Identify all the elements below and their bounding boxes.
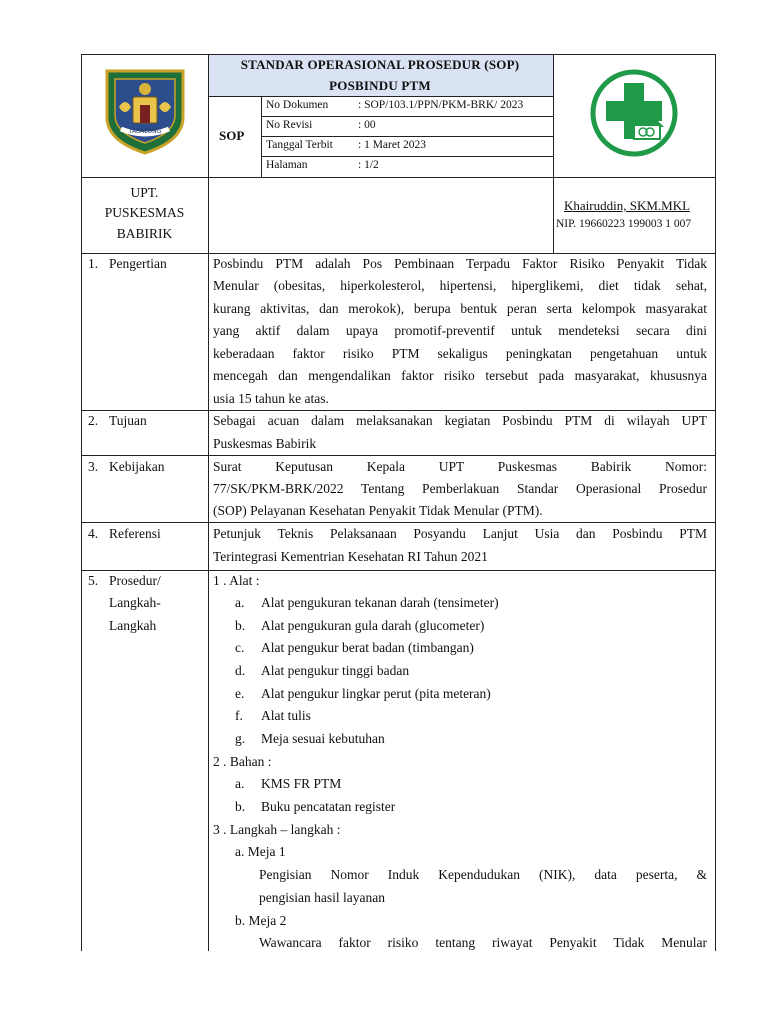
- emblem-motto: TABALONG: [128, 128, 162, 135]
- alat-marker-d: d.: [235, 663, 246, 678]
- meja-2-line-1: Wawancara faktor risiko tentang riwayat Penyakit Tidak Menular: [259, 935, 707, 950]
- section-2-line-2: Puskesmas Babirik: [213, 436, 317, 451]
- section-2-label: Tujuan: [109, 413, 147, 428]
- doc-row-label-1: No Revisi: [266, 119, 313, 131]
- langkah-heading: 3 . Langkah – langkah :: [213, 822, 341, 837]
- section-5-label-line3: Langkah: [109, 618, 157, 633]
- org-name-line1: UPT.: [130, 185, 159, 200]
- meja-1-line-1: Pengisian Nomor Induk Kependudukan (NIK), data peserta, &: [259, 867, 707, 882]
- alat-item-f: Alat tulis: [261, 708, 311, 723]
- section-1-line-5: keberadaan faktor risiko PTM sekaligus peningkatan pengetahuan untuk: [213, 346, 707, 361]
- section-1-number: 1.: [88, 256, 99, 271]
- section-1-line-2: Menular (obesitas, hiperkolesterol, hipertensi, hiperglikemi, diet tidak sehat,: [213, 278, 707, 293]
- bahan-item-a: KMS FR PTM: [261, 776, 342, 791]
- doc-row-value-2: : 1 Maret 2023: [358, 139, 427, 151]
- section-4-line-2: Terintegrasi Kementrian Kesehatan RI Tahun 2021: [213, 549, 488, 564]
- doc-row-value-3: : 1/2: [358, 159, 379, 171]
- alat-marker-a: a.: [235, 595, 245, 610]
- section-3-line-3: (SOP) Pelayanan Kesehatan Penyakit Tidak Menular (PTM).: [213, 503, 543, 518]
- sop-label: SOP: [219, 128, 245, 143]
- bahan-item-b: Buku pencatatan register: [261, 799, 396, 814]
- section-4-line-1: Petunjuk Teknis Pelaksanaan Posyandu Lanjut Usia dan Posbindu PTM: [213, 526, 707, 541]
- section-3-number: 3.: [88, 459, 99, 474]
- alat-item-b: Alat pengukuran gula darah (glucometer): [261, 618, 485, 633]
- alat-item-d: Alat pengukur tinggi badan: [261, 663, 410, 678]
- section-1-label: Pengertian: [109, 256, 167, 271]
- org-name-line3: BABIRIK: [116, 226, 173, 241]
- bahan-marker-b: b.: [235, 799, 246, 814]
- alat-item-a: Alat pengukuran tekanan darah (tensimeter): [261, 595, 499, 610]
- meja-2-heading: b. Meja 2: [235, 913, 287, 928]
- alat-item-e: Alat pengukur lingkar perut (pita meteran): [261, 686, 491, 701]
- signer-name: Khairuddin, SKM.MKL: [564, 198, 691, 213]
- doc-row-value-0: : SOP/103.1/PPN/PKM-BRK/ 2023: [358, 99, 524, 111]
- bahan-marker-a: a.: [235, 776, 245, 791]
- doc-row-label-2: Tanggal Terbit: [266, 139, 333, 151]
- alat-marker-g: g.: [235, 731, 246, 746]
- section-3-label: Kebijakan: [109, 459, 165, 474]
- section-1-line-3: kurang aktivitas, dan merokok), berupa bentuk peran serta kelompok masyarakat: [213, 301, 707, 316]
- section-3-line-1: Surat Keputusan Kepala UPT Puskesmas Babirik Nomor:: [213, 459, 707, 474]
- puskesmas-logo: [588, 69, 680, 157]
- meja-1-line-2: pengisian hasil layanan: [259, 890, 385, 905]
- section-4-label: Referensi: [109, 526, 161, 541]
- doc-row-value-1: : 00: [358, 119, 376, 131]
- doc-row-label-0: No Dokumen: [266, 99, 329, 111]
- alat-marker-b: b.: [235, 618, 246, 633]
- section-1-line-4: yang aktif dalam upaya promotif-preventif untuk mendeteksi secara dini: [213, 323, 707, 338]
- doc-row-label-3: Halaman: [266, 159, 308, 171]
- sop-title-line1: STANDAR OPERASIONAL PROSEDUR (SOP): [240, 57, 520, 72]
- section-5-number: 5.: [88, 573, 99, 588]
- section-5-label-line1: Prosedur/: [109, 573, 161, 588]
- alat-item-g: Meja sesuai kebutuhan: [261, 731, 385, 746]
- section-4-number: 4.: [88, 526, 99, 541]
- regency-emblem: [103, 67, 187, 155]
- sop-title-line2: POSBINDU PTM: [329, 78, 431, 93]
- alat-marker-e: e.: [235, 686, 245, 701]
- section-1-line-6: mencegah dan mengendalikan faktor risiko tersebut pada masyarakat, khususnya: [213, 368, 707, 383]
- alat-marker-c: c.: [235, 640, 245, 655]
- meja-1-heading: a. Meja 1: [235, 844, 286, 859]
- section-2-line-1: Sebagai acuan dalam melaksanakan kegiatan Posbindu PTM di wilayah UPT: [213, 413, 707, 428]
- section-5-label-line2: Langkah-: [109, 595, 161, 610]
- alat-heading: 1 . Alat :: [213, 573, 260, 588]
- alat-item-c: Alat pengukur berat badan (timbangan): [261, 640, 474, 655]
- section-2-number: 2.: [88, 413, 99, 428]
- signer-nip: NIP. 19660223 199003 1 007: [556, 218, 692, 230]
- section-3-line-2: 77/SK/PKM-BRK/2022 Tentang Pemberlakuan Standar Operasional Prosedur: [213, 481, 707, 496]
- bahan-heading: 2 . Bahan :: [213, 754, 272, 769]
- section-1-line-1: Posbindu PTM adalah Pos Pembinaan Terpadu Faktor Risiko Penyakit Tidak: [213, 256, 707, 271]
- alat-marker-f: f.: [235, 708, 243, 723]
- section-1-line-7: usia 15 tahun ke atas.: [213, 391, 329, 406]
- org-name-line2: PUSKESMAS: [104, 205, 185, 220]
